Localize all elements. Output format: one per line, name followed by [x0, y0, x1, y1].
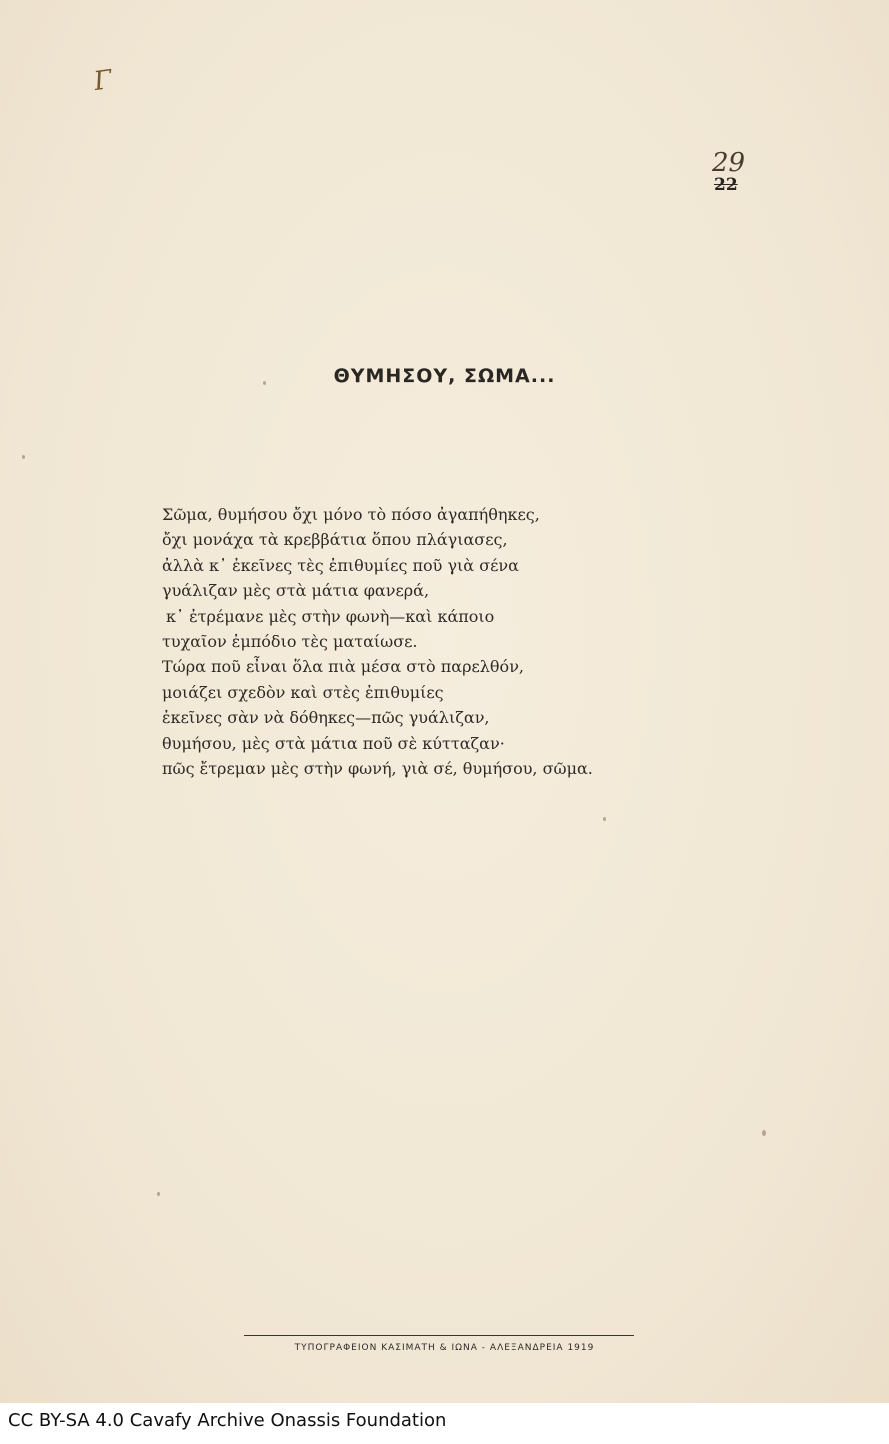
poem-line: πῶς ἔτρεμαν μὲς στὴν φωνή, γιὰ σέ, θυμήσου, σῶμα.: [162, 759, 593, 779]
paper-speck: [22, 455, 25, 459]
paper-speck: [263, 381, 266, 385]
poem-line: ὄχι μονάχα τὰ κρεββάτια ὅπου πλάγιασες,: [162, 530, 508, 550]
paper-speck: [603, 817, 606, 821]
paper-speck: [762, 1130, 766, 1136]
poem-line: τυχαῖον ἐμπόδιο τὲς ματαίωσε.: [162, 632, 418, 652]
printer-imprint: ΤΥΠΟΓΡΑΦΕΙΟΝ ΚΑΣΙΜΑΤΗ & ΙΩΝΑ - ΑΛΕΞΑΝΔΡΕΙΑ 1919: [294, 1343, 595, 1353]
poem-line: Σῶμα, θυμήσου ὄχι μόνο τὸ πόσο ἀγαπήθηκες,: [162, 505, 540, 524]
poem-title: ΘΥΜΗΣΟΥ, ΣΩΜΑ...: [333, 365, 556, 387]
page-number-handwritten: 29: [712, 148, 746, 178]
paper-speck: [157, 1192, 160, 1196]
poem-line: μοιάζει σχεδὸν καὶ στὲς ἐπιθυμίες: [162, 682, 444, 702]
poem-line: γυάλιζαν μὲς στὰ μάτια φανερά,: [162, 581, 430, 601]
poem-text: [162, 502, 742, 781]
poem-line: ἐκεῖνες σὰν νὰ δόθηκες—πῶς γυάλιζαν,: [162, 708, 490, 728]
poem-line: θυμήσου, μὲς στὰ μάτια ποῦ σὲ κύτταζαν·: [162, 733, 505, 753]
page-number: [712, 150, 772, 194]
imprint-rule: [244, 1335, 634, 1336]
poem-line: ἀλλὰ κ᾿ ἐκεῖνες τὲς ἐπιθυμίες ποῦ γιὰ σένα: [162, 555, 519, 575]
license-credit: CC BY-SA 4.0 Cavafy Archive Onassis Foundation: [8, 1410, 447, 1431]
poem-line: Τώρα ποῦ εἶναι ὅλα πιὰ μέσα στὸ παρελθόν,: [162, 657, 524, 677]
poem-line: κ᾿ ἐτρέμανε μὲς στὴν φωνὴ—καὶ κάποιο: [166, 606, 495, 626]
handwritten-corner-mark: Γ: [92, 64, 115, 98]
page-number-printed-struck: 22: [714, 175, 738, 195]
